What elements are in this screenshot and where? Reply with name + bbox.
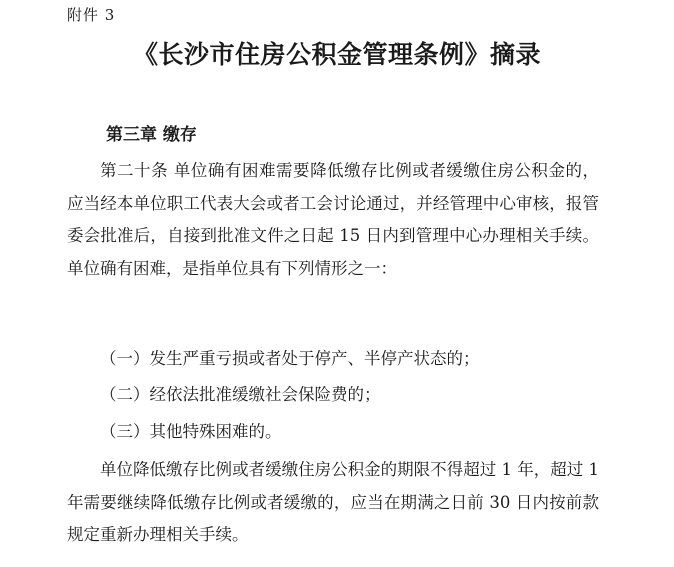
chapter-heading: 第三章 缴存 [106, 125, 197, 145]
period-paragraph: 单位降低缴存比例或者缓缴住房公积金的期限不得超过 1 年，超过 1 年需要继续降低缴存比例或者缓缴的，应当在期满之日前 30 日内按前款规定重新办理相关手续。 [67, 460, 599, 544]
condition-item-3: （三）其他特殊困难的。 [100, 422, 282, 441]
condition-item-1: （一）发生严重亏损或者处于停产、半停产状态的； [100, 349, 480, 368]
document-title: 《长沙市住房公积金管理条例》摘录 [132, 40, 541, 69]
condition-item-2: （二）经依法批准缓缴社会保险费的； [100, 385, 381, 404]
article-20-paragraph: 第二十条 单位确有困难需要降低缴存比例或者缓缴住房公积金的，应当经本单位职工代表大会或者工会讨论通过，并经管理中心审核，报管委会批准后，自接到批准文件之日起 15 日内到管理中心办理相关手续。单位确有困难，是指单位具有下列情形之一： [67, 161, 599, 278]
attachment-label: 附件 3 [67, 6, 116, 24]
